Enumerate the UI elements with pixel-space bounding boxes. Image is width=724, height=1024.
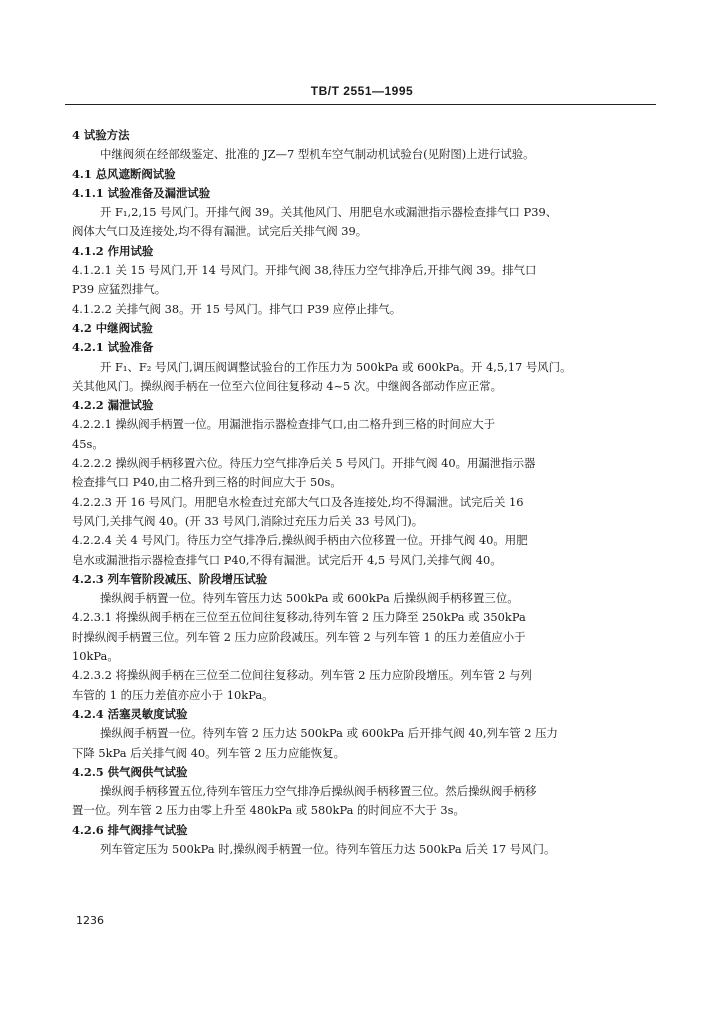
paragraph: 开 F₁,2,15 号风门。开排气阀 39。关其他风门、用肥皂水或漏泄指示器检查排气口 P39、	[100, 205, 558, 220]
paragraph: 中继阀须在经部级鉴定、批准的 JZ—7 型机车空气制动机试验台(见附图)上进行试验。	[100, 147, 535, 162]
paragraph: 操纵阀手柄置一位。待列车管压力达 500kPa 或 600kPa 后操纵阀手柄移置三位。	[100, 591, 519, 606]
subsection-heading: 4.2.1 试验准备	[72, 340, 154, 355]
paragraph: 4.2.2.4 关 4 号风门。待压力空气排净后,操纵阀手柄由六位移置一位。开排气阀 40。用肥	[72, 533, 528, 548]
paragraph: 4.2.3.2 将操纵阀手柄在三位至二位间往复移动。列车管 2 压力应阶段增压。列车管 2 与列	[72, 668, 532, 683]
paragraph: 4.2.2.1 操纵阀手柄置一位。用漏泄指示器检查排气口,由二格升到三格的时间应大于	[72, 417, 495, 432]
paragraph: 阀体大气口及连接处,均不得有漏泄。试完后关排气阀 39。	[72, 224, 368, 239]
subsection-heading: 4.2.6 排气阀排气试验	[72, 822, 188, 837]
paragraph: 列车管定压为 500kPa 时,操纵阀手柄置一位。待列车管压力达 500kPa 后关 17 号风门。	[100, 841, 556, 856]
paragraph: 4.1.2.2 关排气阀 38。开 15 号风门。排气口 P39 应停止排气。	[72, 301, 402, 316]
section-heading: 4.1 总风遮断阀试验	[72, 166, 176, 181]
subsection-heading: 4.2.4 活塞灵敏度试验	[72, 706, 188, 721]
paragraph: 操纵阀手柄置一位。待列车管 2 压力达 500kPa 或 600kPa 后开排气阀 40,列车管 2 压力	[100, 726, 558, 741]
paragraph: 置一位。列车管 2 压力由零上升至 480kPa 或 580kPa 的时间应不大于 3s。	[72, 803, 465, 818]
paragraph: 开 F₁、F₂ 号风门,调压阀调整试验台的工作压力为 500kPa 或 600kPa。开 4,5,17 号风门。	[100, 359, 572, 374]
header-rule	[65, 104, 656, 105]
paragraph: 10kPa。	[72, 649, 119, 664]
paragraph: 时操纵阀手柄置三位。列车管 2 压力应阶段减压。列车管 2 与列车管 1 的压力差值应小于	[72, 629, 526, 644]
paragraph: 4.2.2.2 操纵阀手柄移置六位。待压力空气排净后关 5 号风门。开排气阀 40。用漏泄指示器	[72, 456, 536, 471]
paragraph: 下降 5kPa 后关排气阀 40。列车管 2 压力应能恢复。	[72, 745, 345, 760]
page-number: 1236	[76, 914, 104, 927]
subsection-heading: 4.2.5 供气阀供气试验	[72, 764, 188, 779]
document-body	[72, 126, 632, 859]
paragraph: 4.2.3.1 将操纵阀手柄在三位至五位间往复移动,待列车管 2 压力降至 250kPa 或 350kPa	[72, 610, 526, 625]
paragraph: 4.1.2.1 关 15 号风门,开 14 号风门。开排气阀 38,待压力空气排净后,开排气阀 39。排气口	[72, 263, 537, 278]
paragraph: 皂水或漏泄指示器检查排气口 P40,不得有漏泄。试完后开 4,5 号风门,关排气阀 40。	[72, 552, 502, 567]
paragraph: 45s。	[72, 436, 104, 451]
paragraph: 操纵阀手柄移置五位,待列车管压力空气排净后操纵阀手柄移置三位。然后操纵阀手柄移	[100, 784, 537, 799]
paragraph: 检查排气口 P40,由二格升到三格的时间应大于 50s。	[72, 475, 342, 490]
paragraph: 号风门,关排气阀 40。(开 33 号风门,消除过充压力后关 33 号风门)。	[72, 513, 424, 528]
paragraph: 4.2.2.3 开 16 号风门。用肥皂水检查过充部大气口及各连接处,均不得漏泄。试完后关 16	[72, 494, 524, 509]
section-heading: 4 试验方法	[72, 128, 130, 142]
document-header: TB/T 2551—1995	[310, 84, 414, 98]
subsection-heading: 4.1.1 试验准备及漏泄试验	[72, 185, 211, 200]
paragraph: P39 应猛烈排气。	[72, 282, 167, 297]
subsection-heading: 4.1.2 作用试验	[72, 243, 154, 258]
paragraph: 关其他风门。操纵阀手柄在一位至六位间往复移动 4~5 次。中继阀各部动作应正常。	[72, 378, 502, 393]
section-heading: 4.2 中继阀试验	[72, 320, 153, 335]
paragraph: 车管的 1 的压力差值亦应小于 10kPa。	[72, 687, 274, 702]
subsection-heading: 4.2.3 列车管阶段减压、阶段增压试验	[72, 571, 268, 586]
subsection-heading: 4.2.2 漏泄试验	[72, 398, 154, 413]
